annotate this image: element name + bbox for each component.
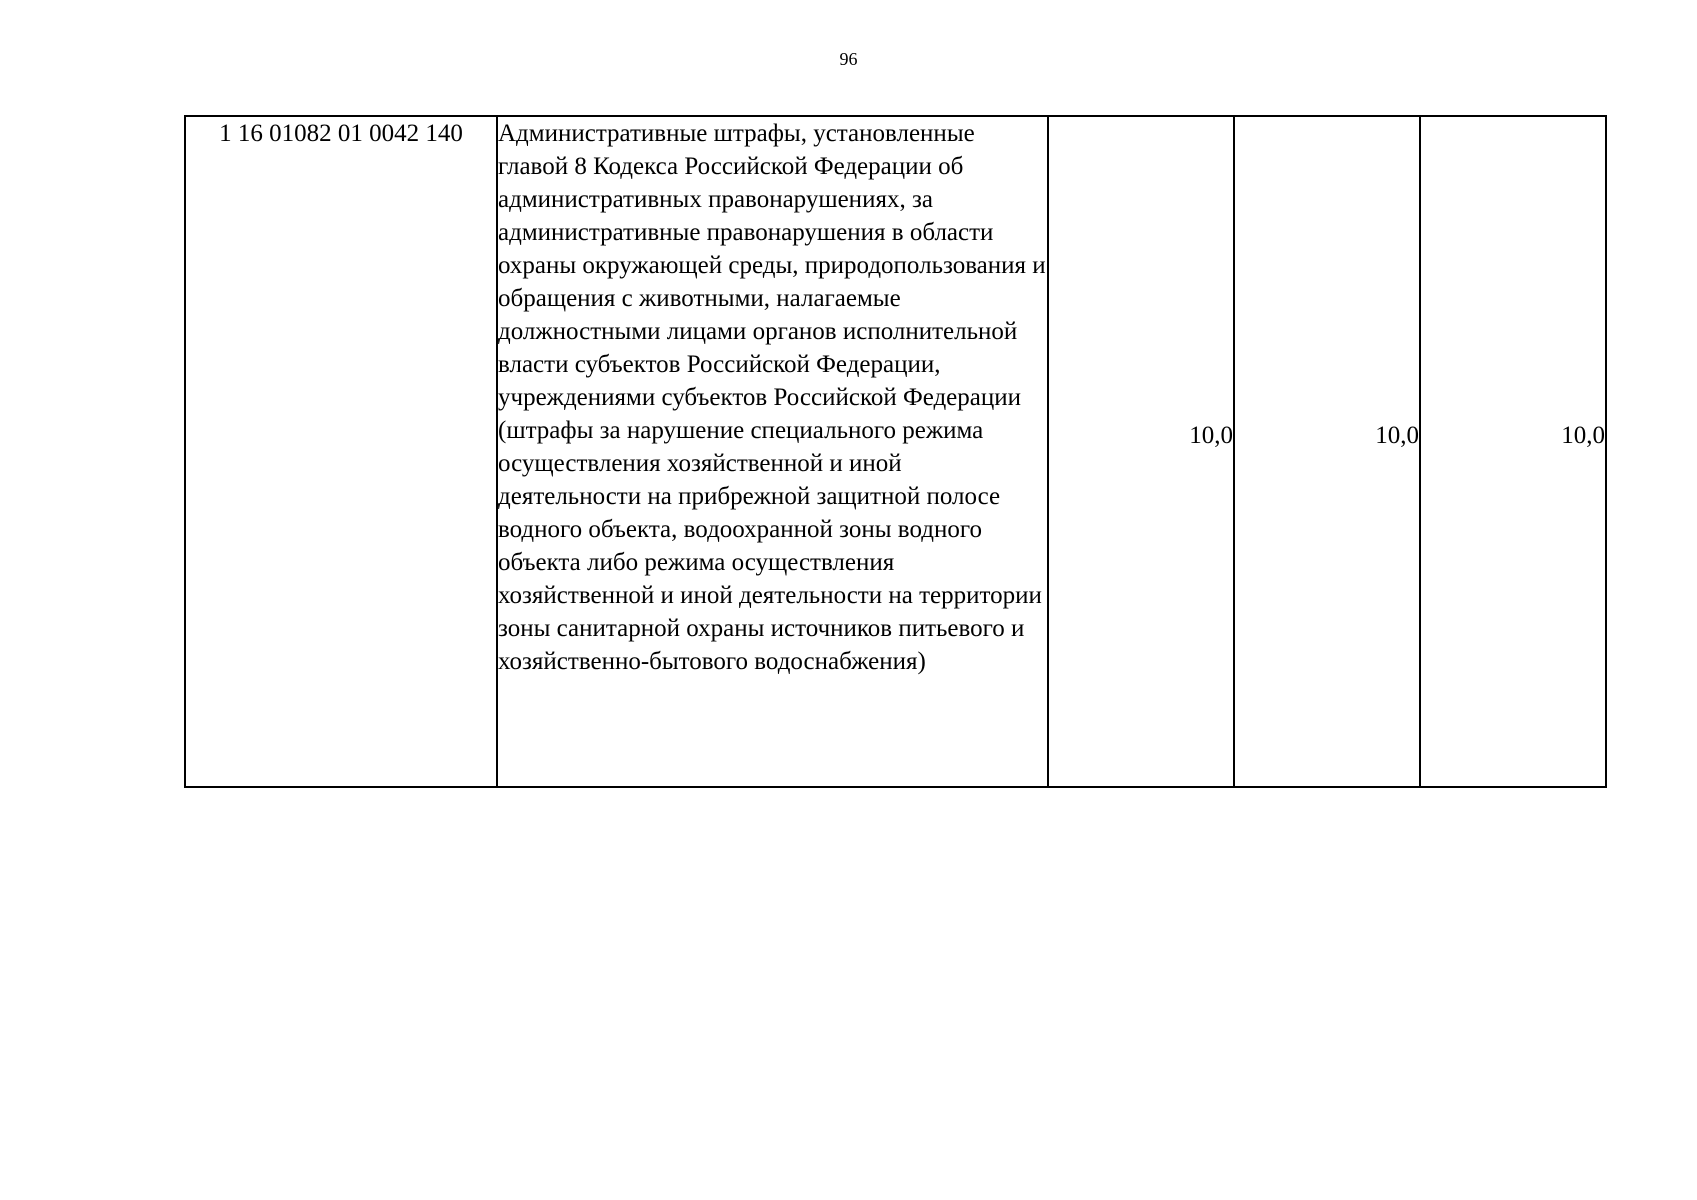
budget-table xyxy=(184,115,1607,788)
value-cell-1 xyxy=(1048,116,1234,787)
value-cell-3 xyxy=(1420,116,1606,787)
description-cell: Административные штрафы, установленные главой 8 Кодекса Российской Федерации об административных правонарушениях, за административные правонарушения в области охраны окружающей среды, природопользования и обращения с животными, налагаемые должностными лицами органов исполнительной власти субъектов Российской Федерации, учреждениями субъектов Российской Федерации (штрафы за нарушение специального режима осуществления хозяйственной и иной деятельности на прибрежной защитной полосе водного объекта, водоохранной зоны водного объекта либо режима осуществления хозяйственной и иной деятельности на территории зоны санитарной охраны источников питьевого и хозяйственно-бытового водоснабжения) xyxy=(497,116,1048,787)
value-1: 10,0 xyxy=(1189,422,1233,449)
budget-code-cell: 1 16 01082 01 0042 140 xyxy=(185,116,497,787)
table-row xyxy=(185,116,1606,787)
value-cell-2 xyxy=(1234,116,1420,787)
value-3: 10,0 xyxy=(1561,422,1605,449)
page-number: 96 xyxy=(839,49,858,69)
value-2: 10,0 xyxy=(1375,422,1419,449)
